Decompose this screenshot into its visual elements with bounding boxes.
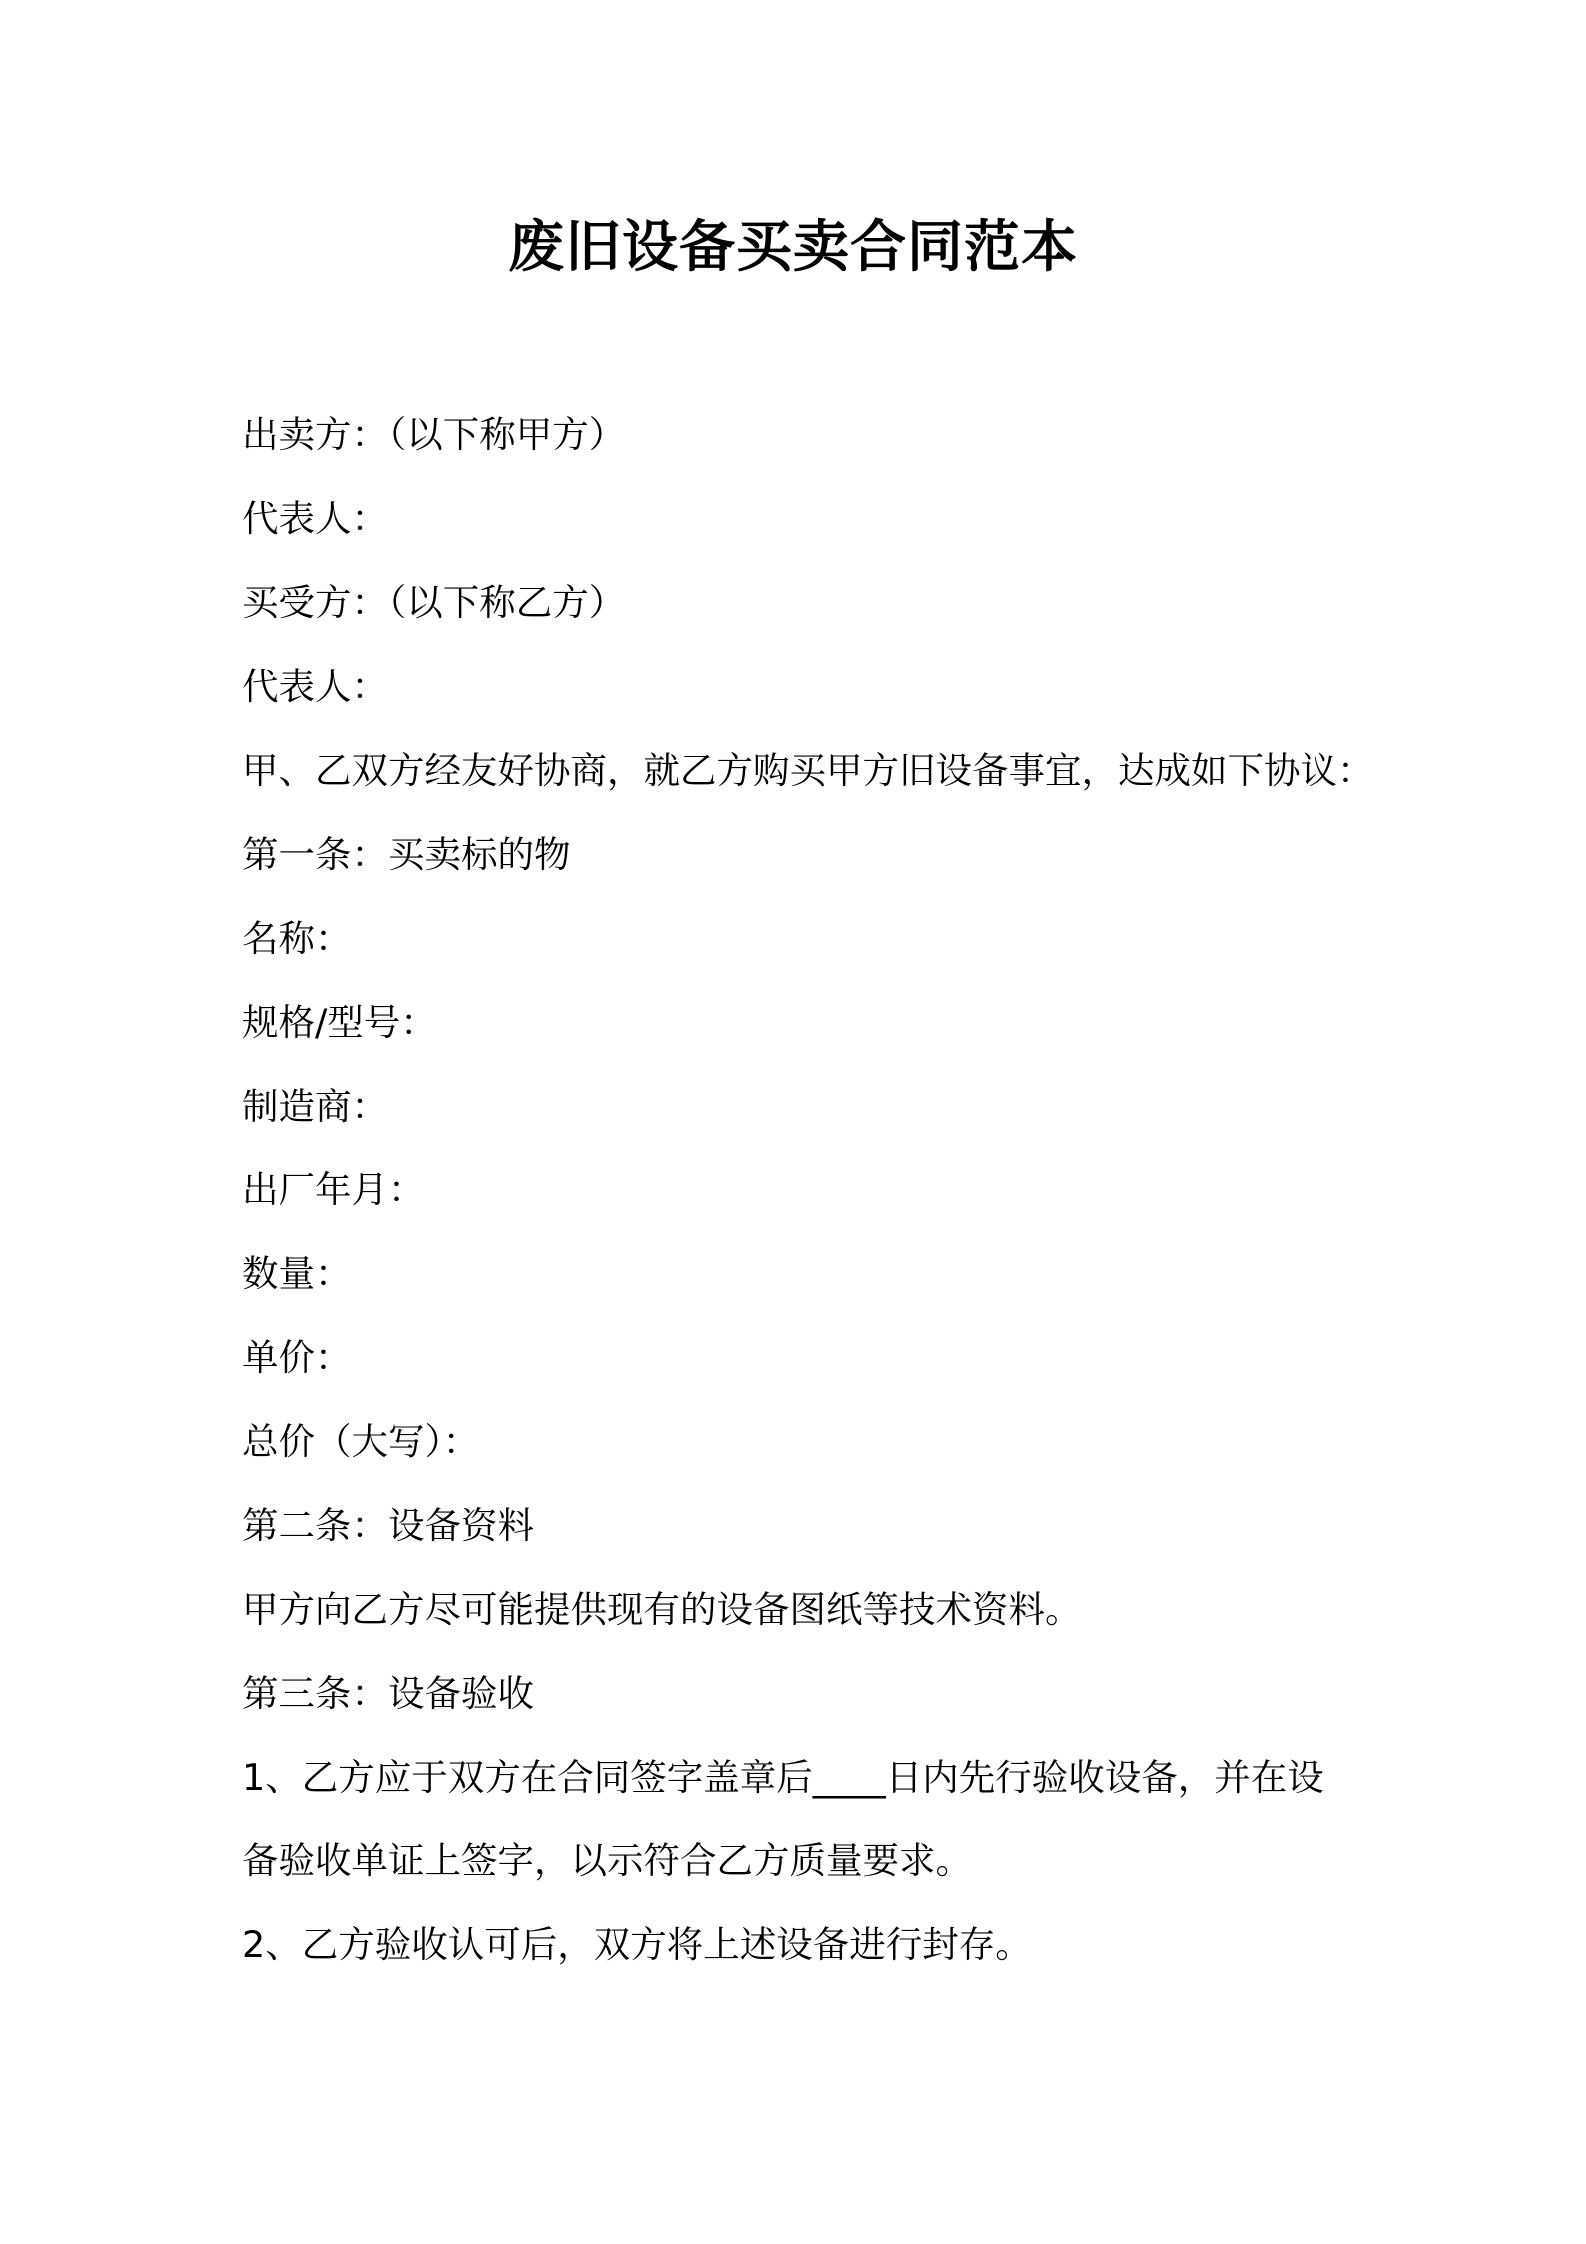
seller-line: 出卖方：（以下称甲方） [242,413,626,456]
item-production-date-line: 出厂年月： [242,1168,425,1211]
item-spec-line: 规格/型号： [242,1001,437,1044]
seller-representative-line: 代表人： [242,497,388,540]
article-three-clause-2: 2、乙方验收认可后，双方将上述设备进行封存。 [242,1923,1032,1966]
item-total-price-line: 总价（大写）： [242,1420,480,1463]
item-manufacturer-line: 制造商： [242,1085,388,1128]
article-two-text: 甲方向乙方尽可能提供现有的设备图纸等技术资料。 [242,1588,1082,1631]
item-quantity-line: 数量： [242,1252,352,1295]
document-title: 废旧设备买卖合同范本 [508,215,1078,280]
item-name-line: 名称： [242,917,352,960]
agreement-intro-line: 甲、乙双方经友好协商，就乙方购买甲方旧设备事宜，达成如下协议： [242,749,1374,792]
article-three-clause-1-line-2: 备验收单证上签字，以示符合乙方质量要求。 [242,1839,972,1882]
buyer-line: 买受方：（以下称乙方） [242,581,626,624]
article-three-heading: 第三条：设备验收 [242,1672,534,1715]
article-two-heading: 第二条：设备资料 [242,1504,534,1547]
item-unit-price-line: 单价： [242,1336,352,1379]
buyer-representative-line: 代表人： [242,665,388,708]
article-one-heading: 第一条：买卖标的物 [242,833,571,876]
article-three-clause-1-line-1: 1、乙方应于双方在合同签字盖章后____日内先行验收设备，并在设 [242,1756,1324,1799]
